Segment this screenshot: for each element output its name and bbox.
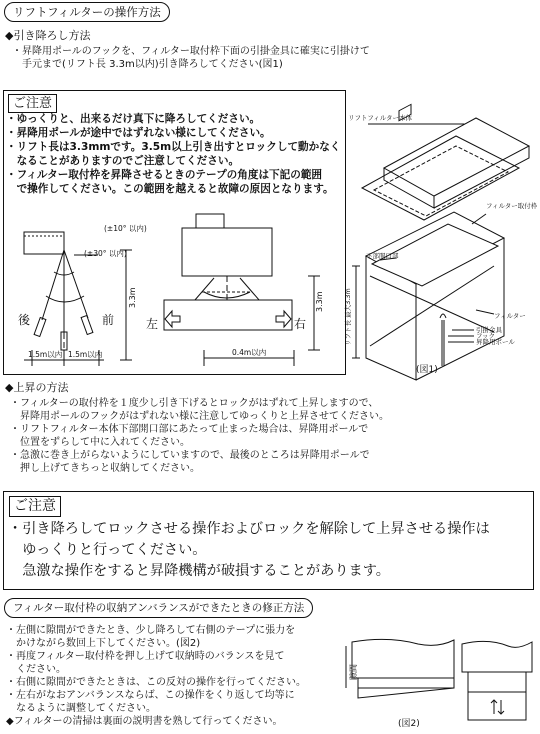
distance-left-label: 1.5m以内 xyxy=(28,350,63,359)
lift-length-label: リフト長 最大3.3m xyxy=(344,288,352,346)
raising-heading: ◆上昇の方法 xyxy=(5,381,69,394)
caution-1-lines xyxy=(6,112,340,196)
caution-1-line: ・ゆっくりと、出来るだけ真下に降ろしてください。 xyxy=(6,113,261,125)
caution-1-line: ・昇降用ポールが途中ではずれない様にしてください。 xyxy=(6,127,271,139)
raising-line: ・フィルターの取付枠を１度少し引き下げるとロックがはずれて上昇しますので、 xyxy=(10,398,379,409)
distance-label-b: 0.4m以内 xyxy=(232,348,267,357)
figure-1 xyxy=(344,96,538,381)
caution-1-title: ご注意 xyxy=(8,94,57,113)
caution-1-line: ・リフト長は3.3mmです。3.5m以上引き出すとロックして動かなく xyxy=(6,141,341,153)
correction-line: ・右側に隙間ができたときは、この反対の操作を行ってください。 xyxy=(6,677,306,688)
left-right-angle-diagram xyxy=(164,214,320,366)
tape-angle-diagrams xyxy=(4,200,344,372)
caution-2-title: ご注意 xyxy=(9,496,61,517)
correction-line: かけながら数回上下してください。(図2) xyxy=(6,638,201,649)
raising-line: 位置をずらして中に入れてください。 xyxy=(10,437,190,448)
unit-label: リフトフィルター本体 xyxy=(348,114,413,122)
caution-2-line: ゆっくりと行ってください。 xyxy=(8,542,207,558)
angle-30-label: (±30° 以内) xyxy=(84,249,127,258)
raising-line: ・急激に巻き上がらないようにしていますので、最後のところは昇降用ポールで xyxy=(10,450,370,461)
lowering-line: ・昇降用ポールのフックを、フィルター取付枠下面の引掛金具に確実に引掛けて xyxy=(12,46,370,57)
correction-line: ◆フィルターの清掃は裏面の説明書を熟して行ってください。 xyxy=(6,716,283,727)
correction-line: ・左右がなおアンバランスならば、この操作をくり返して均等に xyxy=(6,690,295,701)
correction-line: ・再度フィルター取付枠を押し上げて収納時のバランスを見て xyxy=(6,651,285,662)
raising-line: 昇降用ポールのフックがはずれない様に注意してゆっくりと上昇させてください。 xyxy=(10,411,389,422)
raising-line: 押し上げてきちっと収納してください。 xyxy=(10,463,200,474)
height-label-b: 3.3m xyxy=(315,291,324,312)
left-label: 左 xyxy=(146,317,159,331)
figure-2-caption: (図2) xyxy=(398,719,420,729)
distance-right-label: 1.5m以内 xyxy=(68,350,103,359)
hook-fitting-label: 引掛金具 xyxy=(476,326,502,334)
back-label: 後 xyxy=(18,313,31,327)
gap-label: 隙間 xyxy=(349,664,358,680)
caution-2-line: 急激な操作をすると昇降機構が破損することがあります。 xyxy=(8,563,390,579)
page-title: リフトフィルターの操作方法 xyxy=(4,2,170,22)
caution-2-lines xyxy=(8,519,490,582)
caution-1-line: で操作してください。この範囲を越えると故障の原因となります。 xyxy=(6,183,334,195)
correction-line: なるように調整してください。 xyxy=(6,703,156,714)
hook-label: フック xyxy=(476,332,496,340)
lowering-text xyxy=(12,45,370,71)
correction-line: ・左側に隙間ができたとき、少し降ろして右側のテープに張力を xyxy=(6,625,296,636)
opening-label: 下部開口部 xyxy=(366,252,399,260)
lowering-heading: ◆引き降ろし方法 xyxy=(5,29,91,42)
correction-text xyxy=(6,624,306,728)
raising-text xyxy=(10,397,389,475)
caution-1-line: なることがありますのでご注意してください。 xyxy=(6,155,240,167)
right-label: 右 xyxy=(294,317,307,331)
raising-line: ・リフトフィルター本体下部開口部にあたって止まった場合は、昇降用ポールで xyxy=(10,424,369,435)
correction-line: ください。 xyxy=(6,664,66,675)
caution-2-line: ・引き降ろしてロックさせる操作およびロックを解除して上昇させる操作は xyxy=(8,521,490,537)
figure-2 xyxy=(338,632,538,734)
height-label-a: 3.3m xyxy=(128,287,137,308)
angle-10-label: (±10° 以内) xyxy=(104,224,147,233)
filter-label: フィルター xyxy=(494,312,526,320)
caution-1-line: ・フィルター取付枠を昇降させるときのテープの角度は下記の範囲 xyxy=(6,169,323,181)
frame-label: フィルター取付枠 xyxy=(486,202,538,210)
figure-1-caption: (図1) xyxy=(416,365,438,375)
pole-label: 昇降用ポール xyxy=(476,338,515,346)
front-label: 前 xyxy=(102,313,115,327)
correction-title: フィルター取付枠の収納アンバランスができたときの修正方法 xyxy=(4,598,313,618)
lowering-line: 手元まで(リフト長 3.3m以内)引き降ろしてください(図1) xyxy=(12,59,283,70)
